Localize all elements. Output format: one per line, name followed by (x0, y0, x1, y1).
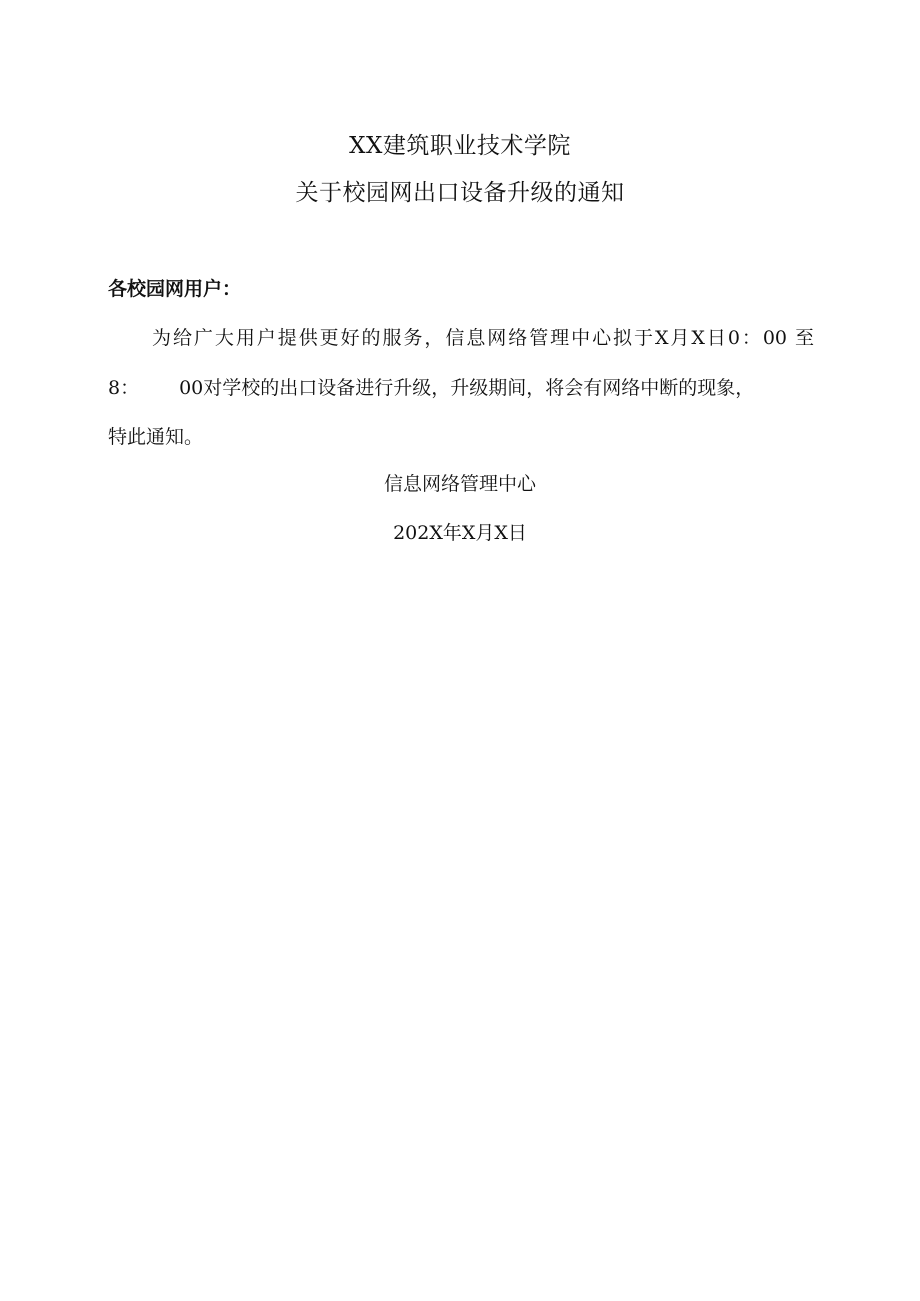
body-paragraph-line: 特此通知。 (108, 426, 204, 448)
body-time-fragment: 8： (108, 377, 140, 399)
salutation: 各校园网用户： (108, 278, 242, 300)
body-text-fragment: 00对学校的出口设备进行升级，升级期间，将会有网络中断的现象， (179, 377, 755, 399)
body-paragraph-line: 为给广大用户提供更好的服务，信息网络管理中心拟于X月X日0：00 至 (152, 327, 814, 349)
document-title-notice: 关于校园网出口设备升级的通知 (295, 180, 625, 206)
signature-date: 202X年X月X日 (393, 522, 527, 544)
document-title-institution: XX建筑职业技术学院 (349, 133, 571, 159)
signature-organization: 信息网络管理中心 (383, 473, 536, 495)
body-paragraph-line (108, 374, 814, 402)
